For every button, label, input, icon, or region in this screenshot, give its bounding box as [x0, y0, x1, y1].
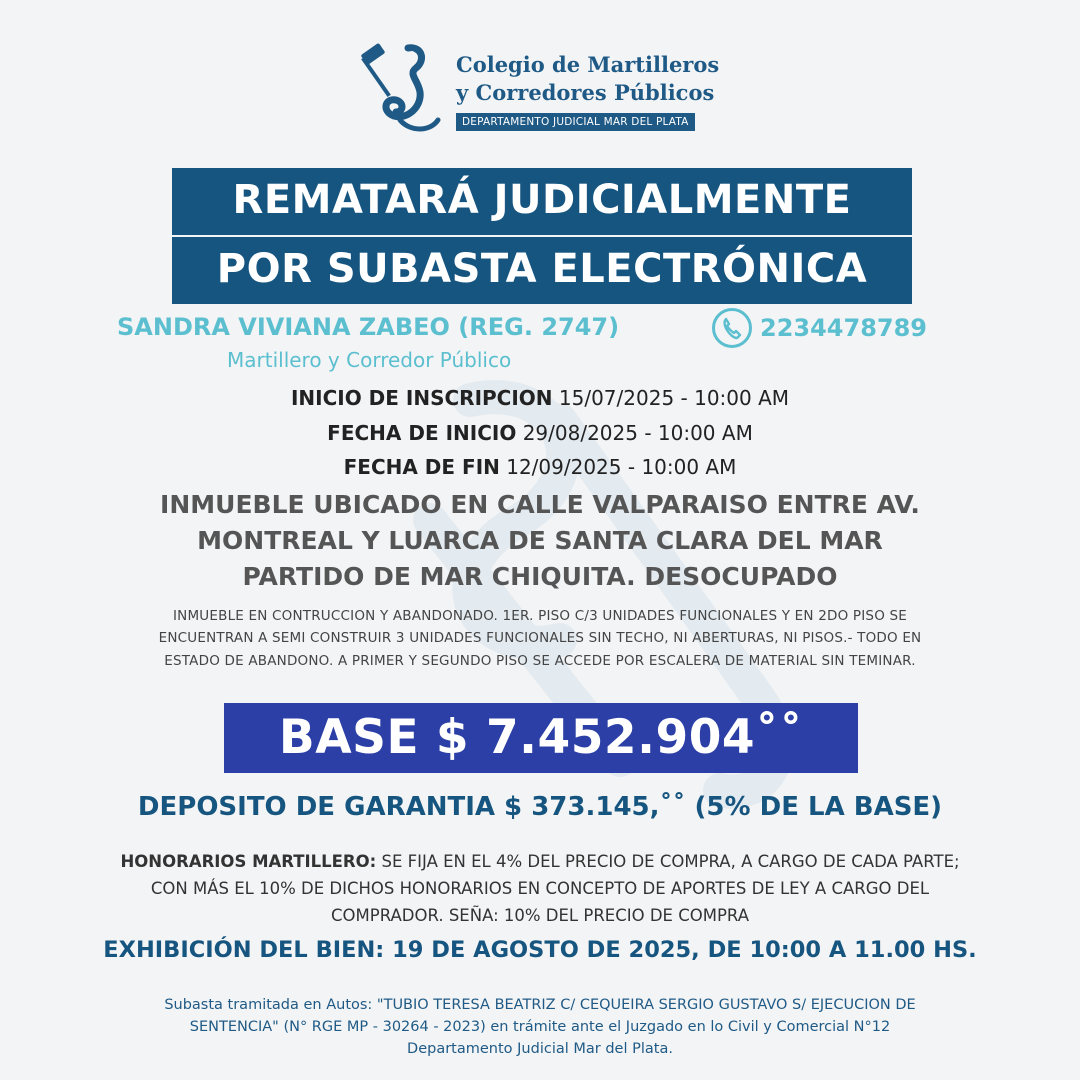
logo-title-line2: y Corredores Públicos [456, 80, 715, 105]
auction-end-label: FECHA DE FIN [343, 455, 500, 479]
auction-start-value: 29/08/2025 - 10:00 AM [522, 421, 753, 445]
fees-line: CON MÁS EL 10% DE DICHOS HONORARIOS EN CONCEPTO DE APORTES DE LEY A CARGO DEL [150, 879, 930, 898]
phone-number[interactable]: 2234478789 [760, 314, 927, 342]
auction-start [0, 421, 1080, 445]
case-reference-line: SENTENCIA" (N° RGE MP - 30264 - 2023) en trámite ante el Juzgado en lo Civil y Comercial N°12 [189, 1019, 891, 1035]
property-location-line: INMUEBLE UBICADO EN CALLE VALPARAISO ENTRE AV. [160, 490, 920, 519]
auction-end-value: 12/09/2025 - 10:00 AM [506, 455, 737, 479]
fees-text: SE FIJA EN EL 4% DEL PRECIO DE COMPRA, A CARGO DE CADA PARTE; [376, 852, 960, 871]
phone-icon [712, 308, 752, 348]
auctioneer-name: SANDRA VIVIANA ZABEO (REG. 2747) [117, 313, 620, 341]
inscription-start-label: INICIO DE INSCRIPCION [290, 386, 553, 410]
headline-line1: REMATARÁ JUDICIALMENTE [172, 168, 912, 235]
fees-line [0, 848, 1080, 875]
base-price: BASE $ 7.452.904˚˚ [224, 703, 858, 773]
property-location-line: MONTREAL Y LUARCA DE SANTA CLARA DEL MAR [197, 526, 883, 555]
case-reference-line: Subasta tramitada en Autos: "TUBIO TERESA BEATRIZ C/ CEQUEIRA SERGIO GUSTAVO S/ EJECUCION DE [164, 997, 916, 1013]
fees-label: HONORARIOS MARTILLERO: [120, 852, 377, 871]
inscription-start-value: 15/07/2025 - 10:00 AM [558, 386, 790, 410]
property-description-line: ENCUENTRAN A SEMI CONSTRUIR 3 UNIDADES FUNCIONALES SIN TECHO, NI ABERTURAS, NI PISOS.- TODO EN [158, 630, 922, 646]
guarantee-deposit: DEPOSITO DE GARANTIA $ 373.145,˚˚ (5% DE LA BASE) [137, 792, 943, 822]
property-exhibition: EXHIBICIÓN DEL BIEN: 19 DE AGOSTO DE 2025, DE 10:00 A 11.00 HS. [103, 937, 977, 963]
logo-department: DEPARTAMENTO JUDICIAL MAR DEL PLATA [456, 113, 695, 131]
headline-line2: POR SUBASTA ELECTRÓNICA [172, 237, 912, 304]
property-description-line: ESTADO DE ABANDONO. A PRIMER Y SEGUNDO PISO SE ACCEDE POR ESCALERA DE MATERIAL SIN TEMINAR. [164, 653, 916, 669]
college-logo [360, 40, 730, 140]
inscription-start [0, 386, 1080, 410]
auction-start-label: FECHA DE INICIO [327, 421, 517, 445]
property-location-line: PARTIDO DE MAR CHIQUITA. DESOCUPADO [242, 562, 838, 591]
auction-end [0, 455, 1080, 479]
logo-title-line1: Colegio de Martilleros [456, 52, 720, 77]
case-reference-line: Departamento Judicial Mar del Plata. [407, 1041, 673, 1057]
fees-line: COMPRADOR. SEÑA: 10% DEL PRECIO DE COMPRA [331, 906, 749, 925]
property-description-line: INMUEBLE EN CONTRUCCION Y ABANDONADO. 1ER. PISO C/3 UNIDADES FUNCIONALES Y EN 2DO PISO SE [172, 608, 908, 624]
gavel-seahorse-logo-icon [360, 40, 450, 140]
auctioneer-role: Martillero y Corredor Público [227, 348, 512, 372]
